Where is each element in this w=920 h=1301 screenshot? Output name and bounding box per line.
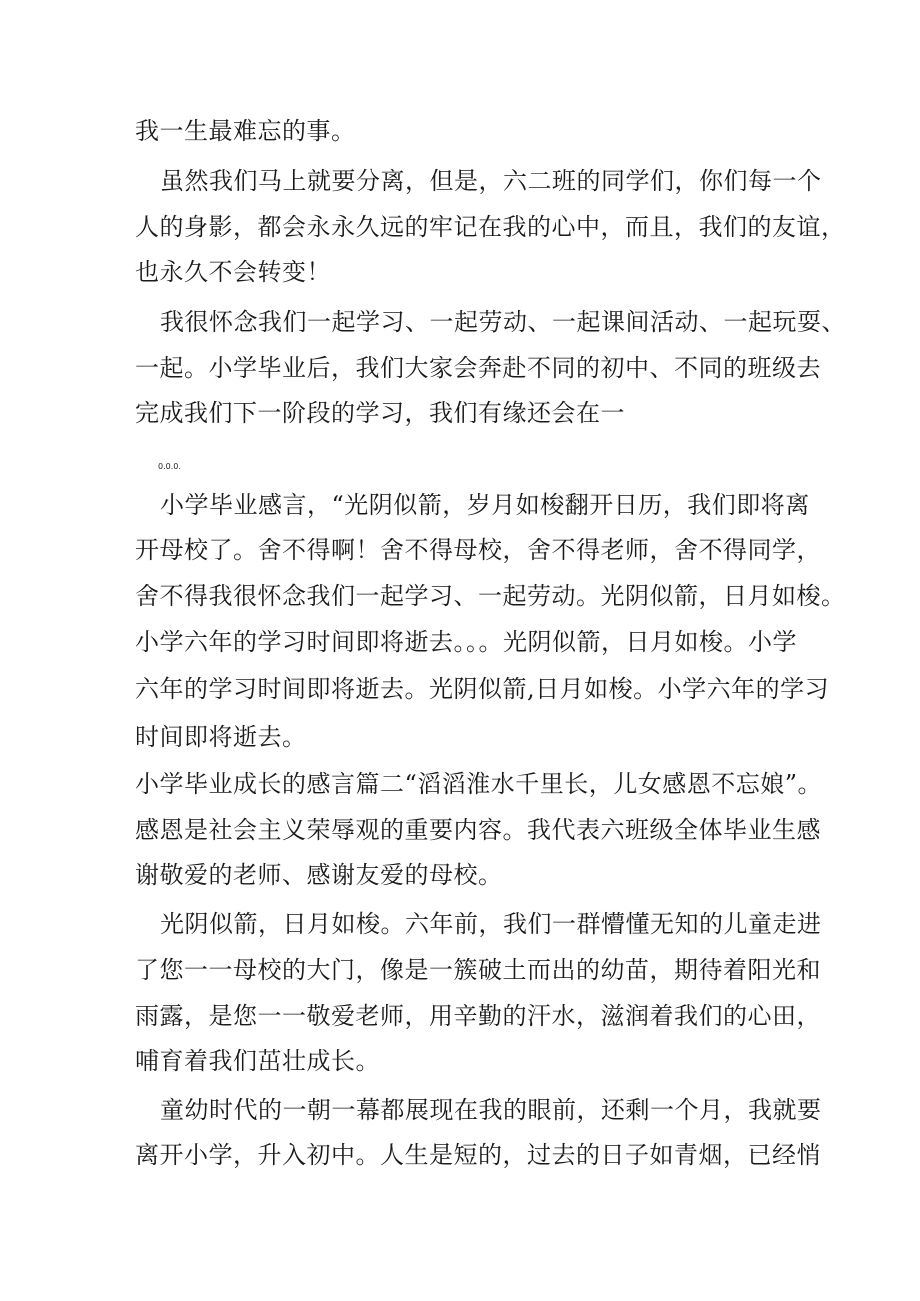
text-line: 小学毕业成长的感言篇二“滔滔淮水千里长，儿女感恩不忘娘”。 (135, 770, 823, 798)
text-line: 我一生最难忘的事。 (135, 117, 356, 145)
text-line: 哺育着我们茁壮成长。 (135, 1047, 380, 1075)
text-line: 童幼时代的一朝一幕都展现在我的眼前，还剩一个月，我就要 (160, 1096, 822, 1124)
section-separator: 0.0.0. (158, 462, 181, 471)
text-line: 小学六年的学习时间即将逝去。。。光阴似箭，日月如梭。小学 (135, 628, 797, 656)
text-line: 一起。小学毕业后，我们大家会奔赴不同的初中、不同的班级去 (135, 354, 821, 382)
text-line: 离开小学，升入初中。人生是短的，过去的日子如青烟，已经悄 (135, 1141, 821, 1169)
text-line: 开母校了。舍不得啊！舍不得母校，舍不得老师，舍不得同学， (135, 536, 821, 564)
text-line: 我很怀念我们一起学习、一起劳动、一起课间活动、一起玩耍、 (160, 308, 846, 336)
text-line: 雨露，是您一一敬爱老师，用辛勤的汗水，滋润着我们的心田， (135, 1002, 821, 1030)
text-line: 小学毕业感言，“光阴似箭，岁月如梭翻开日历，我们即将离 (160, 491, 810, 519)
text-line: 虽然我们马上就要分离，但是，六二班的同学们，你们每一个 (160, 167, 822, 195)
text-line: 六年的学习时间即将逝去。光阴似箭,日月如梭。小学六年的学习 (135, 675, 830, 703)
text-line: 舍不得我很怀念我们一起学习、一起劳动。光阴似箭，日月如梭。 (135, 582, 846, 610)
text-line: 感恩是社会主义荣辱观的重要内容。我代表六班级全体毕业生感 (135, 816, 821, 844)
text-line: 谢敬爱的老师、感谢友爱的母校。 (135, 861, 503, 889)
text-line: 人的身影，都会永永久远的牢记在我的心中，而且，我们的友谊， (135, 213, 846, 241)
text-line: 了您一一母校的大门，像是一簇破土而出的幼苗，期待着阳光和 (135, 956, 821, 984)
text-line: 也永久不会转变！ (135, 258, 331, 286)
text-line: 完成我们下一阶段的学习，我们有缘还会在一 (135, 399, 625, 427)
text-line: 时间即将逝去。 (135, 723, 307, 751)
text-line: 光阴似箭，日月如梭。六年前，我们一群懵懂无知的儿童走进 (160, 910, 822, 938)
